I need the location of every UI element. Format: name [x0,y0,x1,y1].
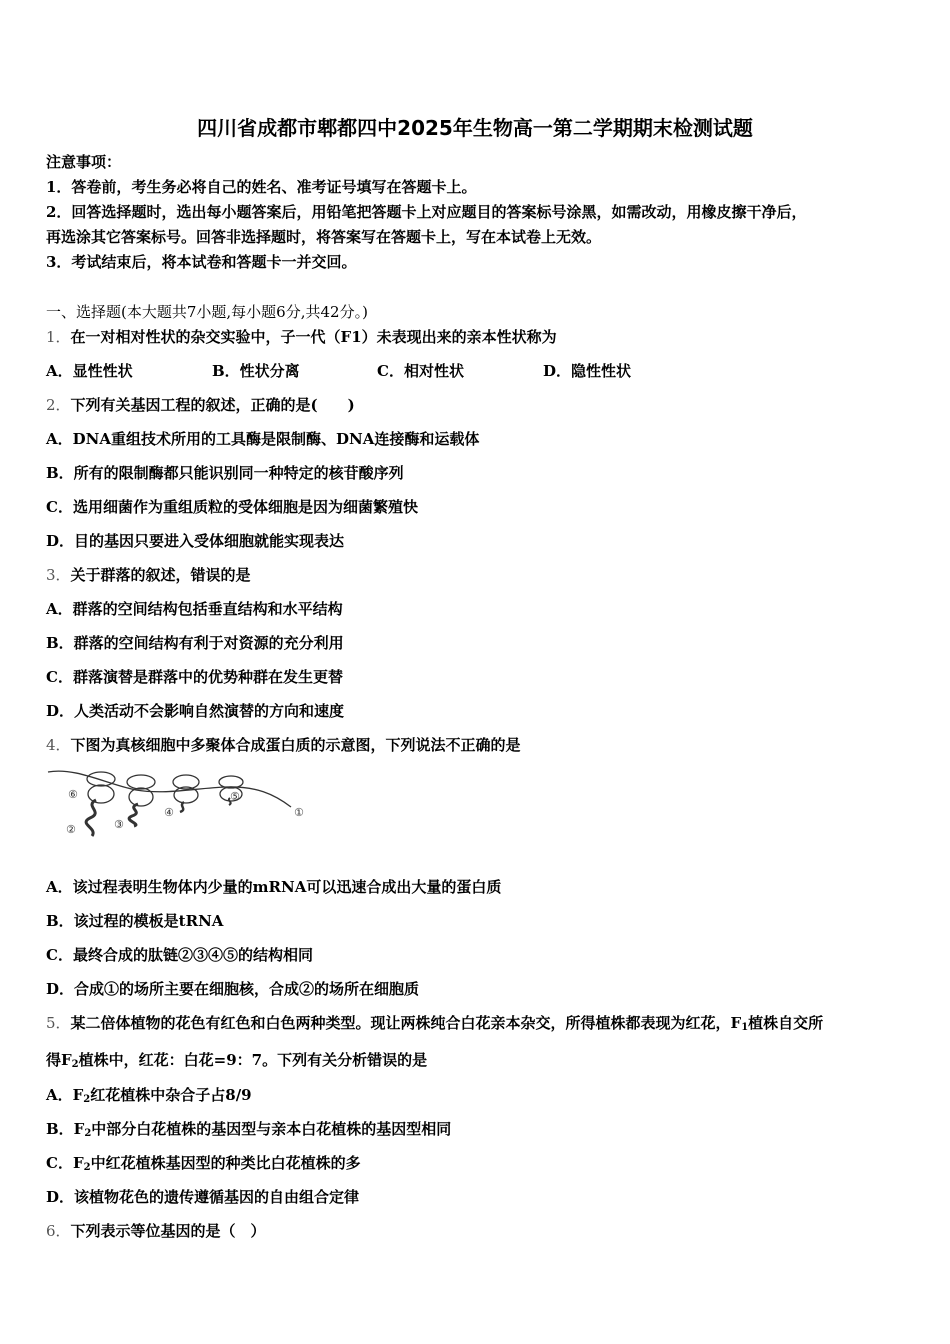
q3-option-d: D．人类活动不会影响自然演替的方向和速度 [46,702,345,720]
q2-option-b: B．所有的限制酶都只能识别同一种特定的核苷酸序列 [46,464,404,482]
question-5: 5．某二倍体植物的花色有红色和白色两种类型。现让两株纯合白花亲本杂交，所得植株都表现为红花，$F_1$植株自交所 [46,1014,824,1033]
page-title: 四川省成都市郫都四中2025年生物高一第二学期期末检测试题 [197,116,753,140]
question-3 [46,565,251,585]
question-number: 3． [46,566,71,584]
figure-label: ⑥ [68,788,78,801]
peptide-chain-short [180,802,184,812]
q1-option-d: D．隐性性状 [543,362,632,380]
question-number: 2． [46,396,71,414]
q2-option-a: A．DNA重组技术所用的工具酶是限制酶、DNA连接酶和运载体 [46,430,480,448]
q4-option-d: D．合成①的场所主要在细胞核，合成②的场所在细胞质 [46,980,420,998]
q1-option-b: B．性状分离 [212,362,300,380]
notes-item: 2．回答选择题时，选出每小题答案后，用铅笔把答题卡上对应题目的答案标号涂黑，如需改动，用橡皮擦干净后， [46,203,807,221]
q5-option-b: B．$F_2$中部分白花植株的基因型与亲本白花植株的基因型相同 [46,1120,452,1139]
q2-option-d: D．目的基因只要进入受体细胞就能实现表达 [46,532,345,550]
q5-option-c: C．$F_2$中红花植株基因型的种类比白花植株的多 [46,1154,361,1173]
polysome-diagram [46,762,316,842]
q4-option-a: A．该过程表明生物体内少量的mRNA可以迅速合成出大量的蛋白质 [46,878,502,896]
question-1 [46,327,557,347]
notes-heading: 注意事项： [46,153,122,171]
q5-option-d: D．该植物花色的遗传遵循基因的自由组合定律 [46,1188,360,1206]
question-6 [46,1221,266,1241]
q5-option-a: A．$F_2$红花植株中杂合子占8/9 [46,1086,252,1105]
q3-option-c: C．群落演替是群落中的优势种群在发生更替 [46,668,343,686]
question-text: 下图为真核细胞中多聚体合成蛋白质的示意图，下列说法不正确的是 [70,736,521,754]
figure-label: ① [294,806,304,819]
question-text: 下列表示等位基因的是（ ） [70,1222,266,1240]
peptide-chain-mid [129,804,138,826]
q2-option-c: C．选用细菌作为重组质粒的受体细胞是因为细菌繁殖快 [46,498,418,516]
question-text: 下列有关基因工程的叙述，正确的是( ) [70,396,355,414]
peptide-chain-long [86,800,96,836]
q3-option-a: A．群落的空间结构包括垂直结构和水平结构 [46,600,343,618]
notes-item: 再选涂其它答案标号。回答非选择题时，将答案写在答题卡上，写在本试卷上无效。 [46,228,602,246]
figure-label: ⑤ [230,790,240,803]
q4-option-c: C．最终合成的肽链②③④⑤的结构相同 [46,946,313,964]
q3-option-b: B．群落的空间结构有利于对资源的充分利用 [46,634,344,652]
notes-item: 3．考试结束后，将本试卷和答题卡一并交回。 [46,253,357,271]
notes-item: 1．答卷前，考生务必将自己的姓名、准考证号填写在答题卡上。 [46,178,477,196]
question-text: 在一对相对性状的杂交实验中，子一代（F1）未表现出来的亲本性状称为 [70,328,557,346]
ribosome-3 [173,775,199,803]
question-text: 关于群落的叙述，错误的是 [70,566,251,584]
q4-option-b: B．该过程的模板是tRNA [46,912,224,930]
section-heading: 一、选择题(本大题共7小题,每小题6分,共42分。) [46,303,368,321]
question-number: 1． [46,328,71,346]
q1-option-a: A．显性性状 [46,362,133,380]
question-number: 4． [46,736,71,754]
question-number: 6． [46,1222,71,1240]
figure-label: ② [66,823,76,836]
question-4 [46,735,521,755]
q1-option-c: C．相对性状 [377,362,464,380]
mrna-strand [48,771,291,807]
question-2 [46,395,355,415]
question-5-cont: 得$F_2$植株中，红花：白花=9：7。下列有关分析错误的是 [46,1051,428,1070]
figure-label: ④ [164,806,174,819]
figure-label: ③ [114,818,124,831]
question-number: 5． [46,1014,71,1032]
